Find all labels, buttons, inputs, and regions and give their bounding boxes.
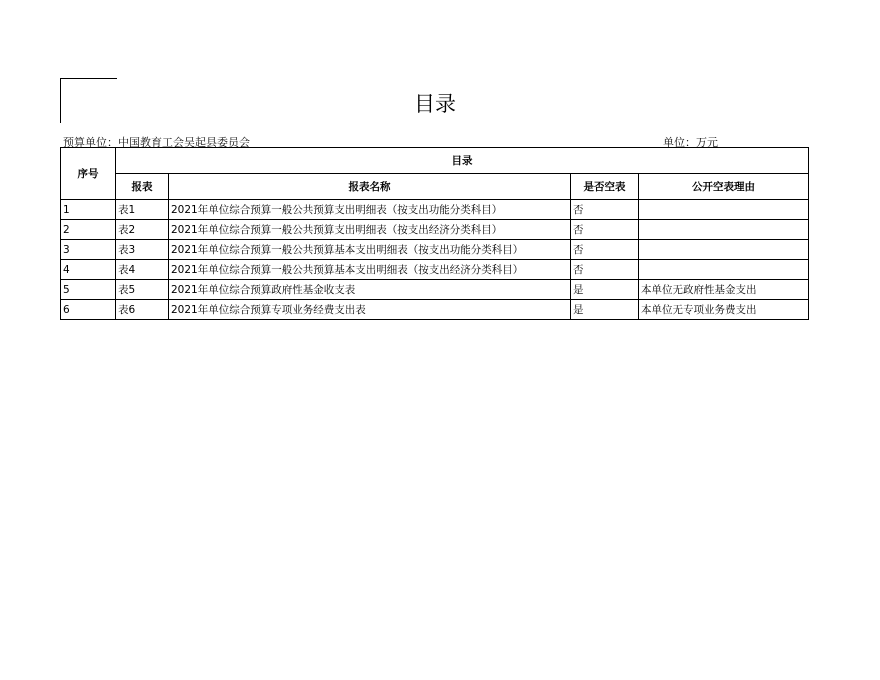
cell-sheet: 表2 [116, 220, 169, 240]
cell-empty: 是 [571, 300, 639, 320]
cell-name: 2021年单位综合预算一般公共预算基本支出明细表（按支出经济分类科目） [169, 260, 571, 280]
cell-reason [639, 220, 809, 240]
cell-name: 2021年单位综合预算专项业务经费支出表 [169, 300, 571, 320]
cell-empty: 否 [571, 260, 639, 280]
cell-empty: 否 [571, 220, 639, 240]
header-group: 目录 [116, 148, 809, 174]
currency-unit-label: 单位：万元 [663, 136, 718, 149]
cell-sheet: 表6 [116, 300, 169, 320]
cell-sheet: 表1 [116, 200, 169, 220]
cell-reason [639, 240, 809, 260]
cell-name: 2021年单位综合预算一般公共预算支出明细表（按支出经济分类科目） [169, 220, 571, 240]
cell-sheet: 表5 [116, 280, 169, 300]
cell-name: 2021年单位综合预算一般公共预算支出明细表（按支出功能分类科目） [169, 200, 571, 220]
cell-reason [639, 200, 809, 220]
cell-seq: 2 [61, 220, 116, 240]
cell-empty: 否 [571, 240, 639, 260]
cell-reason: 本单位无专项业务费支出 [639, 300, 809, 320]
table-row [61, 260, 809, 280]
table-row [61, 200, 809, 220]
cell-name: 2021年单位综合预算政府性基金收支表 [169, 280, 571, 300]
table-row [61, 300, 809, 320]
header-reason: 公开空表理由 [639, 174, 809, 200]
table-row [61, 280, 809, 300]
cell-seq: 1 [61, 200, 116, 220]
budget-unit-label: 预算单位：中国教育工会吴起县委员会 [63, 136, 250, 149]
cell-seq: 6 [61, 300, 116, 320]
header-name: 报表名称 [169, 174, 571, 200]
catalog-table [60, 147, 809, 320]
cell-empty: 是 [571, 280, 639, 300]
cell-seq: 3 [61, 240, 116, 260]
table-row [61, 240, 809, 260]
cell-reason [639, 260, 809, 280]
table-row [61, 220, 809, 240]
header-seq: 序号 [61, 148, 116, 200]
header-row-top [61, 148, 809, 174]
cell-seq: 4 [61, 260, 116, 280]
cell-sheet: 表3 [116, 240, 169, 260]
page-title: 目录 [414, 92, 456, 116]
cell-seq: 5 [61, 280, 116, 300]
cell-reason: 本单位无政府性基金支出 [639, 280, 809, 300]
header-sheet: 报表 [116, 174, 169, 200]
header-empty: 是否空表 [571, 174, 639, 200]
cell-empty: 否 [571, 200, 639, 220]
cell-sheet: 表4 [116, 260, 169, 280]
header-row-sub [61, 174, 809, 200]
cell-name: 2021年单位综合预算一般公共预算基本支出明细表（按支出功能分类科目） [169, 240, 571, 260]
